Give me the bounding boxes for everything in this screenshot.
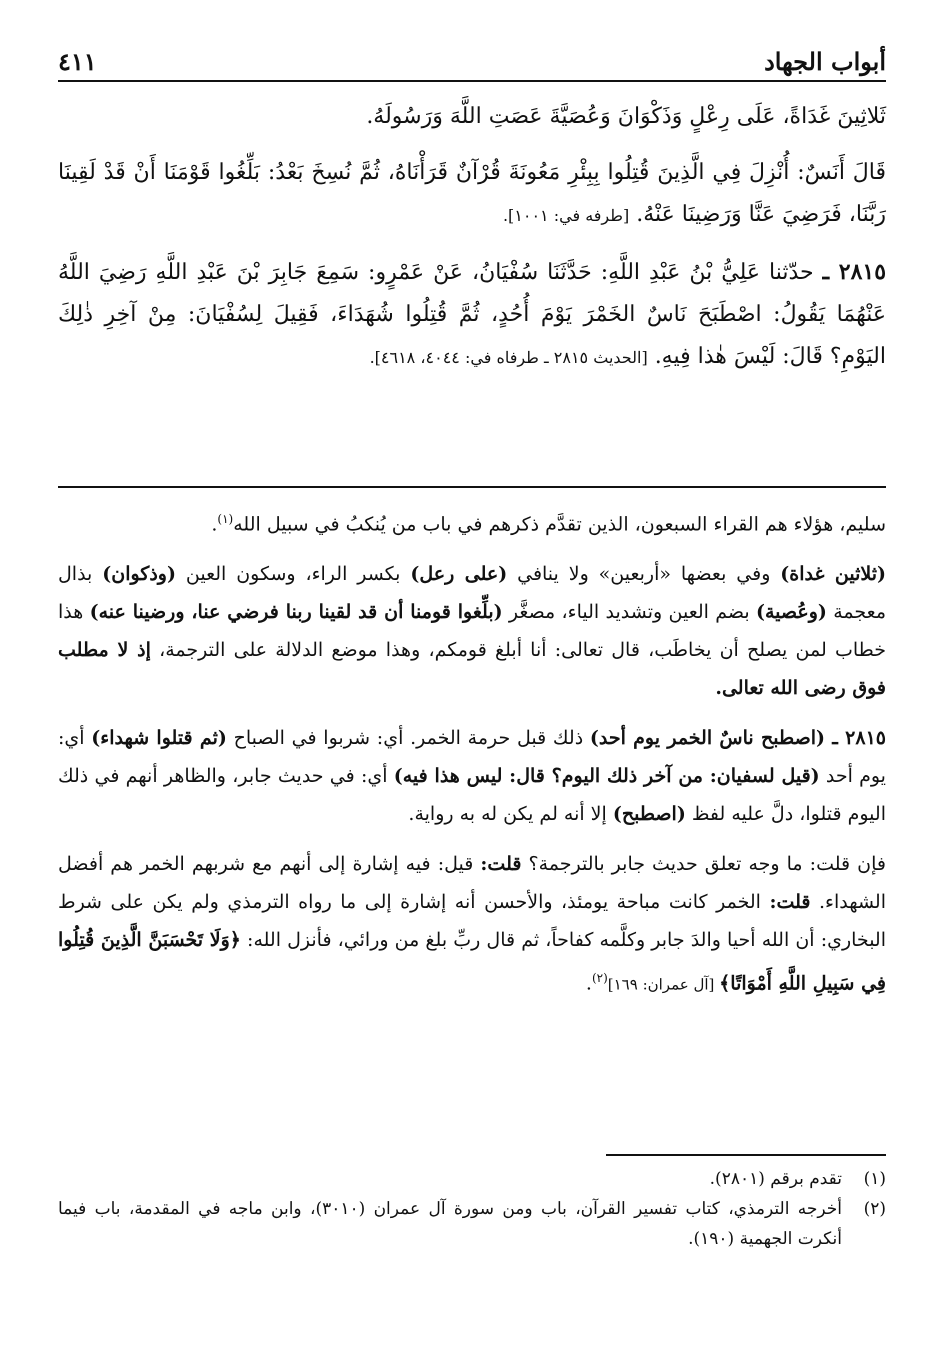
c4-t3: الخمر كانت مباحة يومئذ، والأحسن أنه إشارة إلى ما رواه الترمذي ولم يكن على شرط البخاري: أن الله أحيا والدَ جابر وكلَّمه كفاحاً، ثم قال ربِّ بلغ من ورائي، فأنزل الله:	[58, 891, 887, 952]
footnote-2-number: (٢)	[863, 1199, 886, 1219]
c2-b6: إذ لا مطلب فوق رضى الله تعالى.	[58, 639, 886, 700]
quran-ref: [آل عمران: ١٦٩]	[607, 975, 720, 994]
c2-t4: بضم العين وتشديد الياء، مصغَّر	[502, 601, 756, 624]
c3-t4: إلا أنه لم يكن له به رواية.	[408, 803, 613, 826]
c2-b4: (وعُصية)	[756, 601, 827, 624]
footnote-rule	[606, 1154, 886, 1156]
c3-t1: ذلك قبل حرمة الخمر. أي: شربوا في الصباح	[226, 727, 590, 750]
footnote-2	[58, 1194, 886, 1254]
c3-t2: أي: يوم أحد	[58, 727, 886, 788]
c2-t3: بذال معجمة	[58, 563, 886, 624]
hadith-p2-ref: [طرفه في: ١٠٠١].	[502, 206, 630, 225]
footnote-marker-1[interactable]: (١)	[217, 512, 234, 526]
c4-t1: فإن قلت: ما وجه تعلق حديث جابر بالترجمة؟	[521, 853, 886, 876]
hadith-p3-text: حدّثنا عَلِيُّ بْنُ عَبْدِ اللَّهِ: حَدَّثَنَا سُفْيَانُ، عَنْ عَمْرٍو: سَمِعَ جَابِرَ بْنَ عَبْدِ اللَّهِ رَضِيَ اللَّهُ عَنْهُمَا يَقُولُ: اصْطَبَحَ نَاسٌ الخَمْرَ يَوْمَ أُحُدٍ، ثُمَّ قُتِلُوا شُهَدَاءَ، فَقِيلَ لِسُفْيَانَ: مِنْ آخِرِ ذٰلِكَ اليَوْمِ؟ قَالَ: لَيْسَ هٰذا فِيهِ.	[58, 260, 886, 369]
c3-b2: (ثم قتلوا شهداء)	[91, 727, 227, 750]
hadith-p1-text: ثَلاثِينَ غَدَاةً، عَلَى رِعْلٍ وَذَكْوَانَ وَعُصَيَّةَ عَصَتِ اللَّهَ وَرَسُولَهُ.	[366, 104, 886, 129]
commentary-paragraph-3	[58, 719, 886, 833]
c2-t1: وفي بعضها «أربعين» ولا ينافي	[507, 563, 781, 586]
c3-b3: (قيل لسفيان: من آخر ذلك اليوم؟ قال: ليس هذا فيه)	[393, 765, 820, 788]
hadith-paragraph-2	[58, 152, 886, 237]
header-rule	[58, 80, 886, 82]
c1-text: سليم، هؤلاء هم القراء السبعون، الذين تقدَّم ذكرهم في باب من يُنكبُ في سبيل الله	[233, 513, 886, 536]
commentary-paragraph-1: سليم، هؤلاء هم القراء السبعون، الذين تقدَّم ذكرهم في باب من يُنكبُ في سبيل الله$^{(١)}$.	[211, 512, 886, 536]
c2-t5: هذا خطاب لمن يصلح أن يخاطَب، قال تعالى: أنا أبلغ قومكم، وهذا موضع الدلالة على الترجمة،	[58, 601, 887, 662]
footnote-1-number: (١)	[863, 1169, 886, 1189]
footnote-2-text: أخرجه الترمذي، كتاب تفسير القرآن، باب ومن سورة آل عمران (٣٠١٠)، وابن ماجه في المقدمة، باب فيما أنكرت الجهمية (١٩٠).	[58, 1199, 842, 1249]
hadith-p3-ref: [الحديث ٢٨١٥ ـ طرفاه في: ٤٠٤٤، ٤٦١٨].	[369, 348, 648, 367]
c2-t2: بكسر الراء، وسكون العين	[175, 563, 411, 586]
hadith-number: ٢٨١٥ ـ	[822, 259, 887, 285]
commentary-text	[58, 500, 886, 1016]
hadith-paragraph-3	[58, 251, 886, 379]
hadith-text	[58, 96, 886, 393]
page-number: ٤١١	[58, 47, 97, 76]
commentary-paragraph-4	[58, 845, 886, 1003]
footnote-marker-2[interactable]: (٢)	[591, 971, 608, 986]
footnote-1	[58, 1164, 886, 1194]
commentary-paragraph-2	[58, 555, 886, 707]
footnote-1-text: تقدم برقم (٢٨٠١).	[709, 1169, 842, 1189]
c4-t2: قيل: فيه إشارة إلى أنهم مع شربهم الخمر هم أفضل الشهداء.	[58, 853, 887, 914]
chapter-title: أبواب الجهاد	[764, 47, 886, 76]
hadith-paragraph-1	[58, 96, 886, 138]
page-header	[58, 40, 886, 76]
c2-b5: (بلِّغوا قومنا أن قد لقينا ربنا فرضي عنا، ورضينا عنه)	[89, 601, 503, 624]
c2-b2: (على رعل)	[410, 563, 508, 586]
c2-b3: (وذكوان)	[102, 563, 176, 586]
c3-t3: أي: في حديث جابر، والظاهر أنهم في ذلك اليوم قتلوا، دلَّ عليه لفظ	[58, 765, 886, 826]
c3-b4: (اصطبح)	[612, 803, 686, 826]
c2-b1: (ثلاثين غداة)	[780, 563, 886, 586]
c4-b1: قلت:	[480, 853, 522, 876]
c4-b2: قلت:	[769, 891, 811, 914]
c4-end: .	[585, 972, 592, 995]
hadith-p2-text: قَالَ أَنَسٌ: أُنْزِلَ فِي الَّذِينَ قُتِلُوا بِبِئْرِ مَعُونَةَ قُرْآنٌ قَرَأْنَاهُ، ثُمَّ نُسِخَ بَعْدُ: بَلِّغُوا قَوْمَنَا أَنْ قَدْ لَقِينَا رَبَّنَا، فَرَضِيَ عَنَّا وَرَضِينَا عَنْهُ.	[58, 160, 886, 227]
footnotes	[58, 1164, 886, 1254]
commentary-divider	[58, 486, 886, 488]
c3-b1: ٢٨١٥ ـ (اصطبح ناسٌ الخمر يوم أحد)	[589, 727, 886, 750]
quran-verse: ﴿وَلَا تَحْسَبَنَّ الَّذِينَ قُتِلُوا فِي سَبِيلِ اللَّهِ أَمْوَاتًا﴾	[58, 929, 886, 995]
